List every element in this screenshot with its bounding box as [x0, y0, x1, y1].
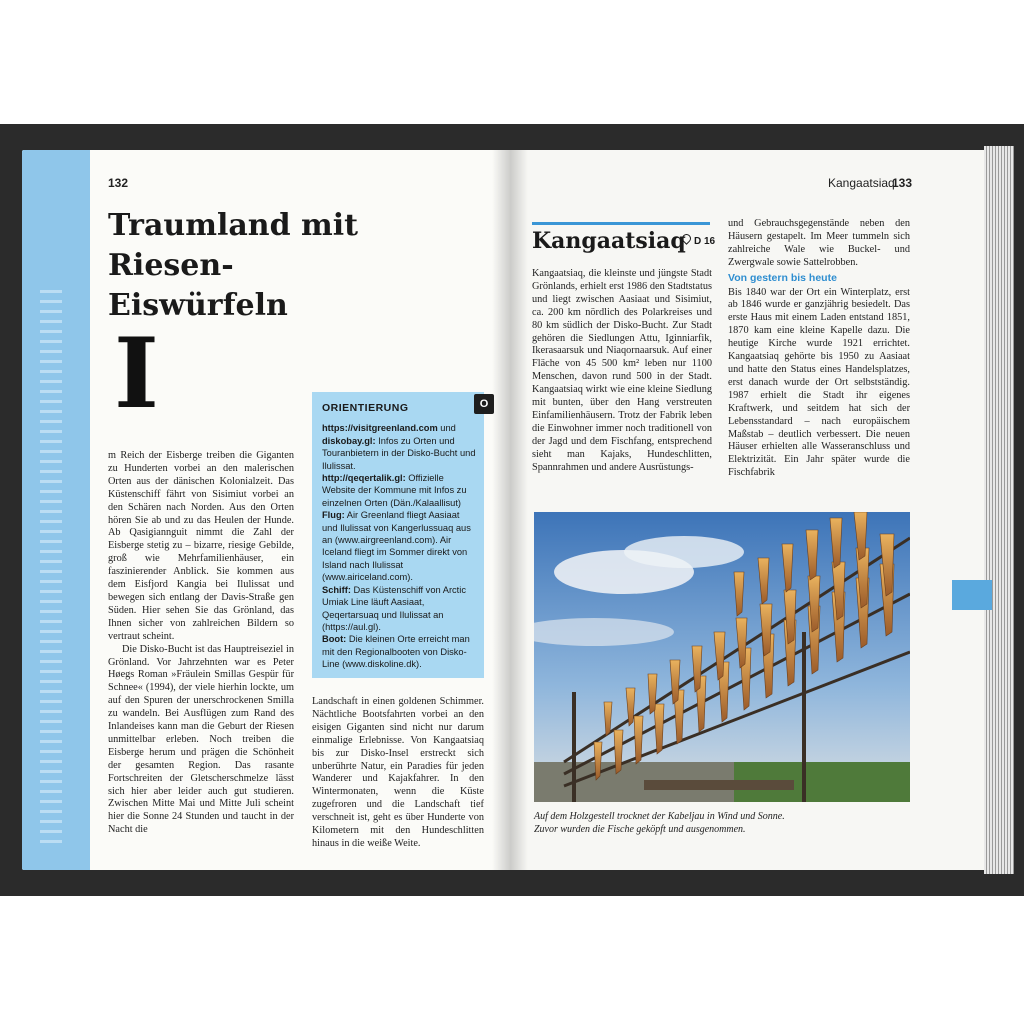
left-column-1: [108, 450, 294, 837]
chapter-title: [108, 206, 488, 326]
info-text: Offizielle Website der Kommune mit Infos zu einzelnen Orten (Dän./Kalaallisut): [322, 473, 467, 508]
info-entry: [322, 509, 476, 583]
section-rule: [532, 222, 710, 225]
drop-cap: I: [114, 317, 159, 430]
page-color-stripe: [22, 150, 90, 870]
info-box-heading: ORIENTIERUNG: [322, 402, 409, 414]
section-title: Kangaatsiaq: [532, 228, 686, 254]
info-entry: [322, 472, 476, 509]
info-link: http://qeqertalik.gl:: [322, 473, 406, 484]
chapter-tab: [952, 580, 992, 610]
book-spread: [22, 150, 988, 870]
info-text: Die kleinen Orte erreicht man mit den Regionalbooten von Disko-Line (www.diskoline.dk).: [322, 634, 470, 670]
right-column-2: [728, 218, 910, 480]
map-reference: [682, 234, 715, 247]
paragraph: Landschaft in einen goldenen Schimmer. Nächtliche Bootsfahrten vorbei an den eisigen Giganten sind nicht nur darum einmalige Erlebnisse. Von Kangaatsiaq bis zur Disko-Insel erstreckt sich unberührte Natur, ein Paradies für jeden Wanderer und Kajakfahrer. In den Wintermonaten, wenn die Küste zugefroren und die Landschaft tief verschneit ist, geht es über Hunderte von Kilometern mit den Hundeschlitten hinaus in die weiße Weite.: [312, 696, 484, 849]
page-number-right: 133: [892, 176, 913, 190]
info-link: diskobay.gl:: [322, 435, 376, 446]
info-entry: [322, 633, 476, 670]
caption-line: Auf dem Holzgestell trocknet der Kabeljau in Wind und Sonne.: [534, 811, 785, 822]
info-text: und: [437, 423, 456, 434]
paragraph: Die Disko-Bucht ist das Hauptreiseziel in Grönland. Vor Jahrzehnten war es Peter Høegs Roman »Fräulein Smillas Gespür für Schnee« (1994), der viele hierhin lockte, um auf den Spuren der unerschrockenen Smilla zu wandeln. Bei Ausflügen zum Rand des Inlandeises kann man die Geburt der Riesen unmittelbar erleben. Noch treiben die Eisberge herum und prägen die Schönheit der gesamten Region. Das rasante Fortschreiten der Gletscherschmelze lässt sich hier aber leider auch gut studieren. Zwischen Mitte Mai und Mitte Juli scheint hier die Sonne 24 Stunden und taucht in der Nacht die: [108, 643, 294, 836]
right-column-1: [532, 268, 712, 475]
info-entry: [322, 422, 476, 472]
paragraph: m Reich der Eisberge treiben die Giganten zu Hunderten vorbei an den malerischen Orten aus der dänischen Kolonialzeit. Das Küstenschiff fährt von Sisimiut vorbei an den Schären nach Norden. Aus den Orten hören Sie ab und zu das Heulen der Hunde. Ab Qasigiannguit nimmt die Zahl der Eisberge stetig zu – bizarre, riesige Gebilde, groß wie Mehrfamilienhäuser, ein faszinierender Anblick. Sie kommen aus dem Eisfjord Kangia bei Ilulissat und bewegen sich entlang der Davis-Straße gen Süden. Hier sehen Sie das Grönland, das Ihnen sicher von zahlreichen Bildern so vertraut scheint.: [108, 450, 294, 642]
caption-line: Zuvor wurden die Fische geköpft und ausgenommen.: [534, 824, 746, 835]
title-line-1: Traumland mit Riesen-: [108, 208, 359, 283]
orientation-info-box: [312, 392, 489, 678]
paragraph: und Gebrauchsgegenstände neben den Häusern gestapelt. Im Meer tummeln sich zahlreiche Wale wie Buckel- und Zwergwale sowie Sattelrobben.: [728, 218, 910, 268]
photo-caption: [534, 810, 910, 836]
paragraph: Kangaatsiaq, die kleinste und jüngste Stadt Grönlands, erhielt erst 1986 den Stadtstatus und liegt zwischen Aasiaat und Sisimiut, ca. 200 km nördlich des Polarkreises und 80 km südlich der Disko-Bucht. Zur Stadt gehören die Siedlungen Attu, Iginniarfik, Ikerasaarsuk und Niaqornaarsuk. Auf einer Fläche von 45 500 km² leben nur 1100 Menschen, davon rund 500 in der Stadt. Kangaatsiaq wirkt wie eine kleine Siedlung mit bunten, über den Hang verstreuten Einfamilienhäusern. Trotz der Fabrik leben die Einwohner immer noch traditionell von der Jagd und dem Fischfang, entsprechend sieht man Kajaks, Hundeschlitten, Spannrahmen und andere Ausrüstungs-: [532, 268, 712, 473]
title-line-2: Eiswürfeln: [108, 288, 288, 323]
map-reference-code: D 16: [694, 236, 716, 247]
info-badge-icon: O: [474, 394, 494, 414]
photo-drying-fish: [534, 512, 910, 802]
map-pin-icon: [680, 232, 693, 245]
page-number-left: 132: [108, 176, 129, 190]
info-label: Boot:: [322, 634, 347, 645]
info-text: Air Greenland fliegt Aasiaat und Ilulissat von Kangerlussuaq aus an (www.airgreenland.com). Air Iceland fliegt im Sommer direkt von Island nach Ilulissat (www.airiceland.com).: [322, 510, 471, 583]
subheading: Von gestern bis heute: [728, 271, 837, 284]
page-edges: [984, 146, 1014, 874]
info-text: Das Küstenschiff von Arctic Umiak Line läuft Aasiaat, Qeqertarsuaq und Ilulissat an (https://aul.gl).: [322, 584, 466, 632]
book-gutter: [492, 150, 528, 870]
info-text: Infos zu Orten und Touranbietern in der Disko-Bucht und Ilulissat.: [322, 435, 476, 471]
info-label: Flug:: [322, 510, 345, 521]
left-column-2: [312, 696, 484, 851]
info-link: https://visitgreenland.com: [322, 423, 438, 434]
fish-rack-illustration: [534, 512, 910, 802]
left-page: [22, 150, 510, 870]
info-label: Schiff:: [322, 584, 351, 595]
running-head: Kangaatsiaq: [828, 176, 895, 190]
info-entry: [322, 584, 476, 634]
paragraph: Bis 1840 war der Ort ein Winterplatz, erst ab 1846 wurde er ganzjährig besiedelt. Das erste Haus mit einem Laden entstand 1851, 1870 kam eine kleine Kapelle dazu. Die heutige Kirche wurde 1921 errichtet. Kangaatsiaq gehörte bis 1950 zu Aasiaat und hatte den Status eines Handelsplatzes, erst danach wurde der Ort selbstständig. 1987 erhielt die Stadt ihr eigenes Kraftwerk, und seitdem hat sich der Lebensstandard – nach europäischem Maßstab – deutlich verbessert. Die neuen Häuser erhielten alle Wasseranschluss und Elektrizität. Ein Jahr später wurde die Fischfabrik: [728, 286, 910, 479]
